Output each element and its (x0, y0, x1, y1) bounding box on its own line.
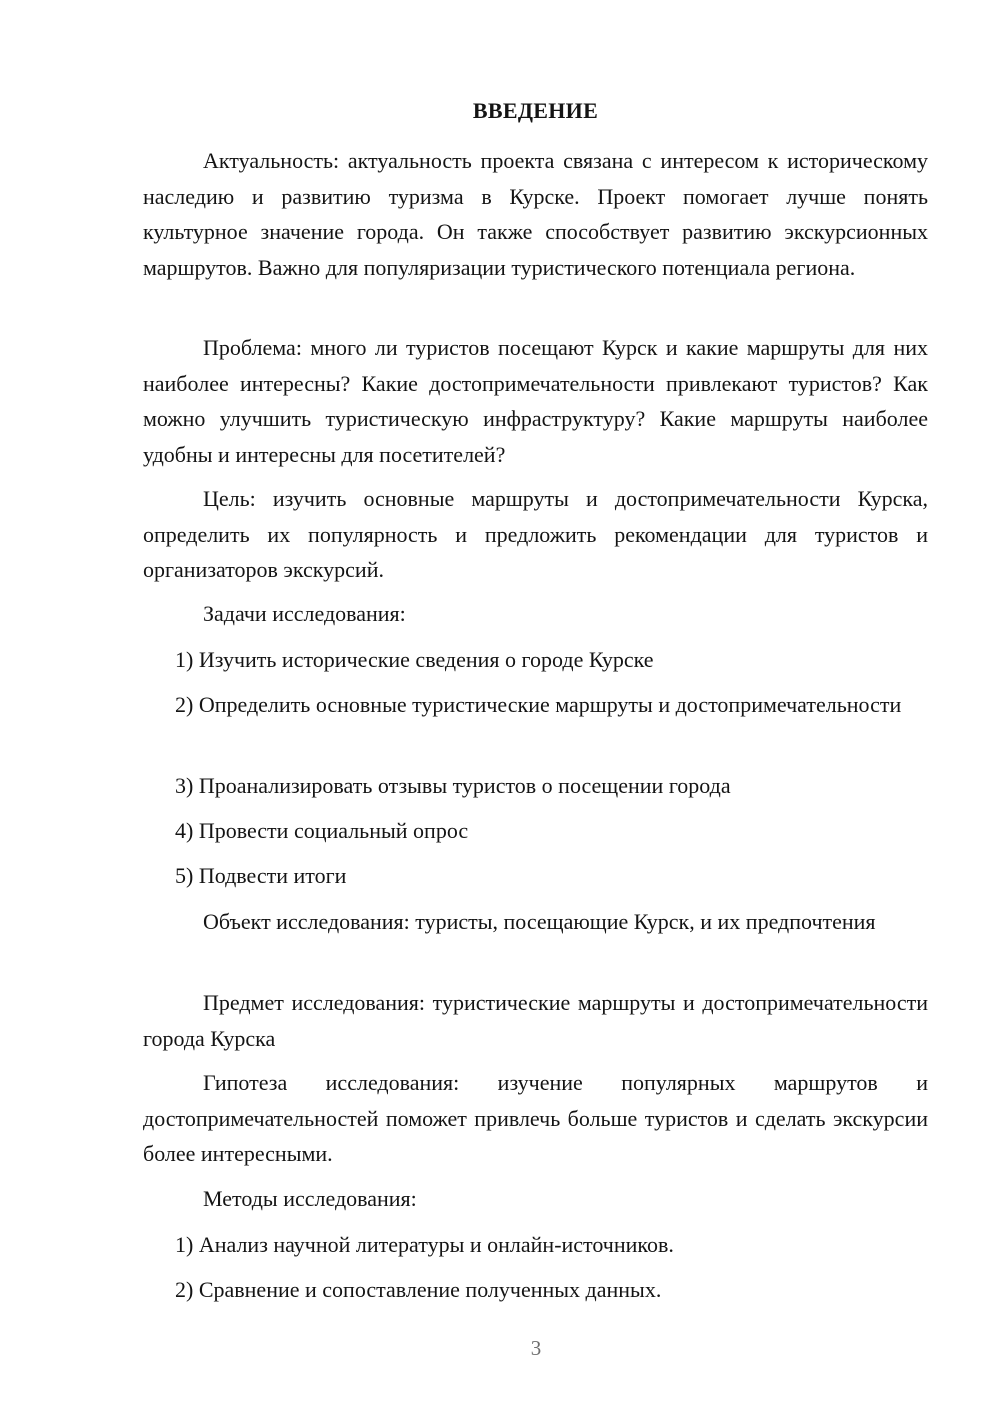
task-item-3: 3) Проанализировать отзывы туристов о посещении города (175, 773, 731, 798)
paragraph-relevance: Актуальность: актуальность проекта связана с интересом к историческому наследию и развитию туризма в Курске. Проект помогает лучше понять культурное значение города. Он также способствует развитию экскурсионных маршрутов. Важно для популяризации туристического потенциала региона. (143, 148, 928, 280)
task-item-4: 4) Провести социальный опрос (175, 818, 469, 843)
paragraph-problem: Проблема: много ли туристов посещают Курск и какие маршруты для них наиболее интересны? Какие достопримечательности привлекают туристов? Как можно улучшить туристическую инфраструктуру? Какие маршруты наиболее удобны и интересны для посетителей? (143, 335, 928, 467)
paragraph-object: Объект исследования: туристы, посещающие Курск, и их предпочтения (203, 909, 876, 934)
task-item-2: 2) Определить основные туристические маршруты и достопримечательности (175, 692, 902, 717)
methods-heading: Методы исследования: (203, 1186, 417, 1211)
method-item-2: 2) Сравнение и сопоставление полученных данных. (175, 1277, 662, 1302)
method-item-1: 1) Анализ научной литературы и онлайн-источников. (175, 1232, 674, 1257)
paragraph-subject: Предмет исследования: туристические маршруты и достопримечательности города Курска (143, 990, 928, 1051)
paragraph-hypothesis: Гипотеза исследования: изучение популярных маршрутов и достопримечательностей поможет привлечь больше туристов и сделать экскурсии более интересными. (143, 1070, 928, 1166)
tasks-heading: Задачи исследования: (203, 601, 406, 626)
paragraph-goal: Цель: изучить основные маршруты и достопримечательности Курска, определить их популярность и предложить рекомендации для туристов и организаторов экскурсий. (143, 486, 928, 582)
task-item-5: 5) Подвести итоги (175, 863, 347, 888)
page-title: ВВЕДЕНИЕ (472, 98, 599, 123)
task-item-1: 1) Изучить исторические сведения о городе Курске (175, 647, 654, 672)
page-number: 3 (530, 1336, 542, 1360)
